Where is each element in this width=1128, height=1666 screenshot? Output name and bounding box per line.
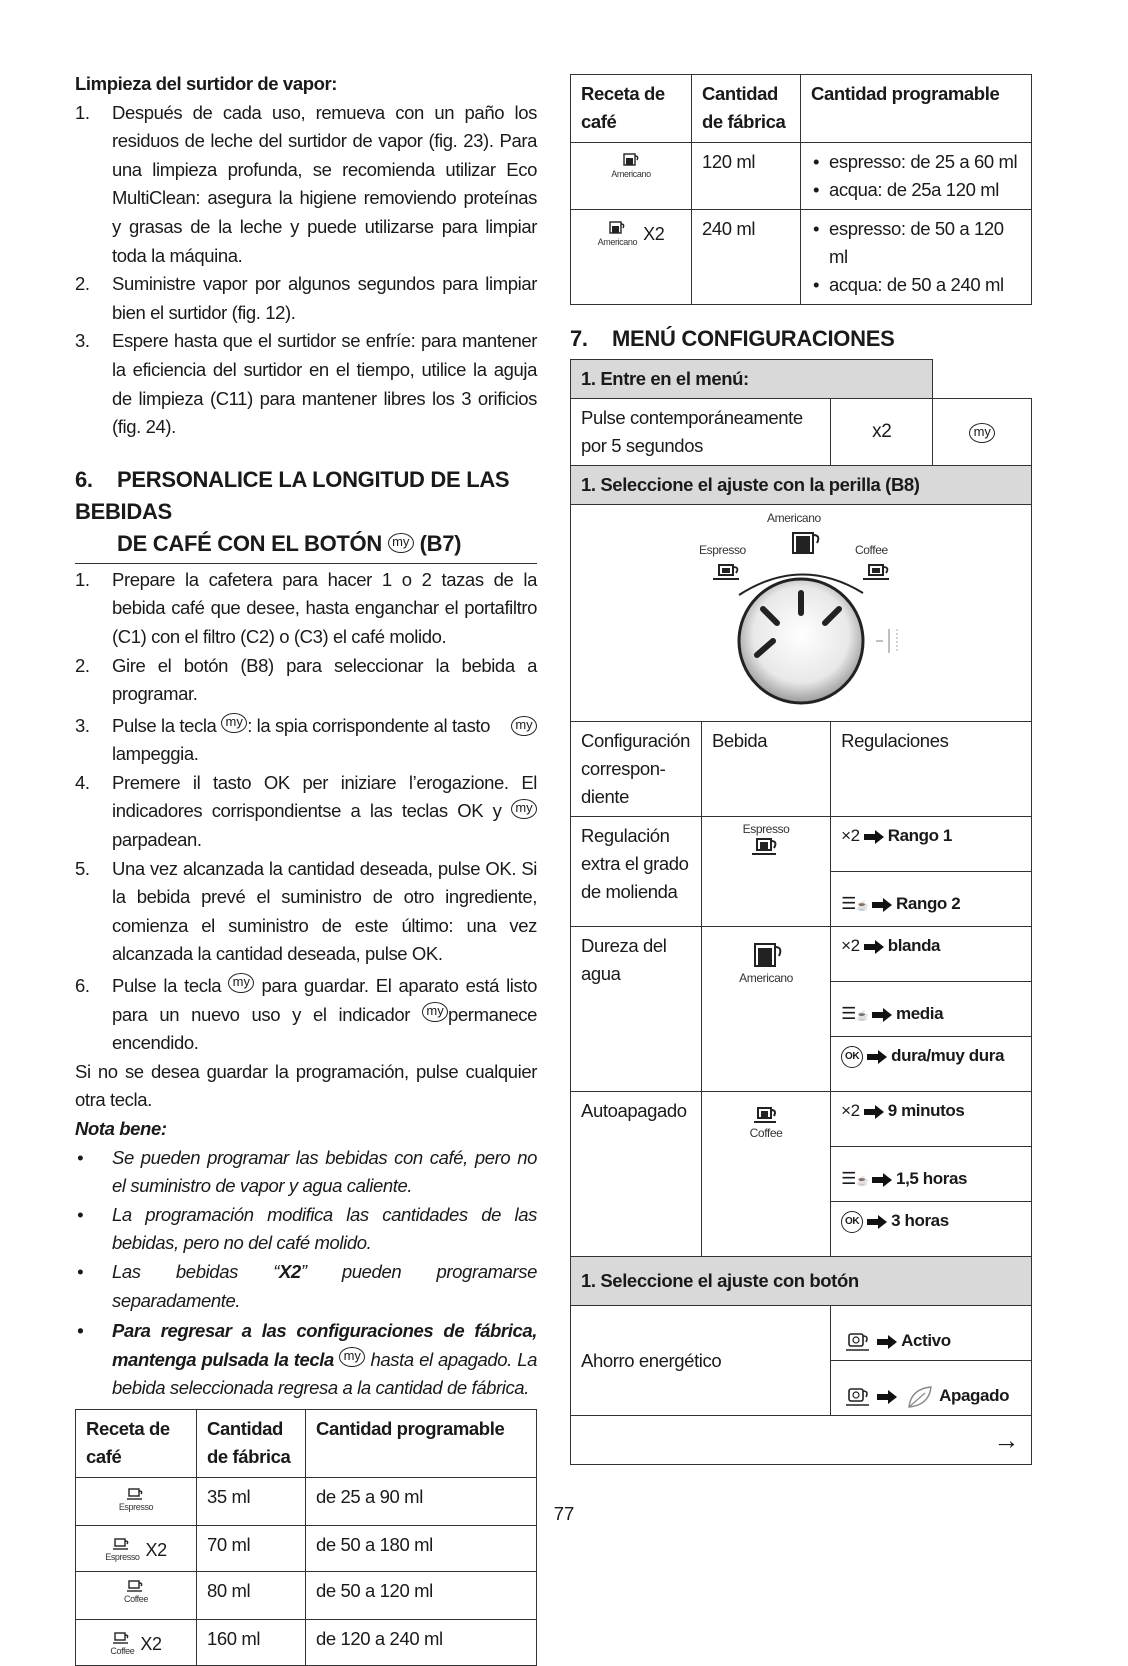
table-row: OK dura/muy dura (571, 1037, 1032, 1092)
list-item: • Se pueden programar las bebidas con café, pero no el suministro de vapor y agua caliente. (77, 1146, 537, 1197)
coffee-cup-icon: Coffee (86, 1580, 186, 1604)
arrow-right-icon (864, 940, 884, 954)
list-item: 5. Una vez alcanzada la cantidad deseada, pulse OK. Si la bebida prevé el suministro de otro ingrediente, comienza el suministro de este último: una vez alcanzada la cantidad deseada, pulse OK. (75, 857, 537, 965)
selector-knob-icon (571, 505, 1031, 721)
my-button-icon: my (511, 799, 537, 819)
list-item: 4. Premere il tasto OK per iniziare l’erogazione. El indicadores corrispondientse a las teclas OK y my parpadean. (75, 771, 537, 851)
list-item: 6. Pulse la tecla my para guardar. El aparato está listo para un nuevo uso y el indicador my permanece encendido. (75, 974, 537, 1054)
table-row: Coffee X2 160 ml de 120 a 240 ml (76, 1619, 537, 1665)
table-row: ☰☕ Rango 2 (571, 872, 1032, 927)
table-row: Dureza del agua Americano ×2 blanda (571, 927, 1032, 982)
column-header: Cantidad programable (801, 75, 1032, 143)
list-item (75, 99, 537, 271)
section-title-ref: (B7) (419, 530, 462, 556)
table-row: ☰☕ 1,5 horas (571, 1147, 1032, 1202)
espresso-cup-icon: Espresso (86, 1488, 186, 1512)
my-button-icon: my (511, 716, 537, 736)
arrow-right-icon (877, 1390, 897, 1404)
settings-menu-table (570, 359, 1032, 1465)
step-header: 1. Seleccione el ajuste con botón (571, 1257, 1032, 1306)
arrow-right-icon (872, 1173, 892, 1187)
americano-cup-icon: Americano (712, 941, 820, 985)
column-header: Cantidad de fábrica (692, 75, 801, 143)
espresso-cup-icon: Espresso (105, 1538, 139, 1562)
table-row: Autoapagado Coffee ×2 9 minutos (571, 1092, 1032, 1147)
column-header: Cantidad programable (306, 1409, 537, 1477)
coffee-cup-icon: Coffee (712, 1106, 820, 1140)
notes-list (75, 1144, 537, 1403)
list-item: 2. Gire el botón (B8) para seleccionar la bebida a programar. (75, 654, 537, 705)
ok-button-icon: OK (841, 1211, 863, 1233)
column-header: Receta de café (76, 1409, 197, 1477)
item-text: Espere hasta que el surtidor se enfríe: para mantener la eficiencia del surtidor en el tiempo, utilice la aguja de limpieza (C11) para mantener libres los 3 orificios (fig. 24). (112, 330, 537, 438)
arrow-right-icon (864, 830, 884, 844)
menu-lines-icon: ☰ (841, 1004, 856, 1023)
item-text: Suministre vapor por algunos segundos para limpiar bien el surtidor (fig. 12). (112, 273, 537, 323)
coffee-cup-icon: Coffee (110, 1632, 134, 1656)
espresso-cup-icon: Espresso (712, 822, 820, 858)
cleaning-title: Limpieza del surtidor de vapor: (75, 73, 338, 94)
my-button-icon: my (339, 1347, 365, 1367)
item-text: Después de cada uso, remueva con un paño los residuos de leche del surtidor de vapor (fig. 23). Para una limpieza profunda, se recomienda utilizar Eco MultiClean: asegura la higiene removiendo proteínas y grasas de la leche y puede utilizarse para limpiar toda la máquina. (112, 101, 537, 266)
column-header: Configuración correspon-diente (571, 722, 702, 817)
section-divider (75, 563, 537, 564)
table-row: Espresso 35 ml de 25 a 90 ml (76, 1477, 537, 1525)
arrow-right-icon (877, 1335, 897, 1349)
americano-table (570, 74, 1032, 305)
my-button-icon: my (221, 713, 247, 733)
list-item: • Las bebidas “X2” pueden programarse separadamente. (77, 1260, 537, 1311)
table-row: Apagado (571, 1361, 1032, 1416)
nota-title: Nota bene: (75, 1118, 167, 1139)
eco-leaf-icon (905, 1385, 935, 1409)
my-button-icon: my (422, 1002, 448, 1022)
item-number: 3. (75, 330, 90, 352)
page-number: 77 (553, 1503, 575, 1524)
column-header: Cantidad de fábrica (197, 1409, 306, 1477)
ok-button-icon: OK (841, 1046, 863, 1068)
times-two-label: x2 (831, 399, 933, 466)
arrow-right-icon (864, 1105, 884, 1119)
enter-menu-text: Pulse contemporáneamente por 5 segundos (571, 399, 831, 466)
arrow-right-icon (872, 898, 892, 912)
column-header: Bebida (701, 722, 830, 817)
right-column (570, 74, 1032, 1465)
table-row: Coffee 80 ml de 50 a 120 ml (76, 1571, 537, 1619)
power-cup-icon (845, 1331, 875, 1353)
left-column (75, 70, 537, 1666)
cleaning-list (75, 99, 537, 442)
my-button-icon: my (388, 533, 414, 553)
no-save-note: Si no se desea guardar la programación, pulse cualquier otra tecla. (75, 1060, 537, 1111)
step-header: 1. Seleccione el ajuste con la perilla (B8) (571, 466, 1032, 505)
section-7-title: 7. MENÚ CONFIGURACIONES (570, 326, 895, 351)
list-item: 3. Pulse la tecla my : la spia corrispondente al tasto my lampeggia. (75, 712, 537, 769)
knob-label-americano: Americano (767, 511, 821, 525)
steps-list (75, 566, 537, 1058)
knob-label-coffee: Coffee (855, 543, 888, 557)
list-item (75, 327, 537, 441)
power-cup-icon (845, 1386, 875, 1408)
arrow-right-icon (867, 1215, 887, 1229)
section-title-line2: DE CAFÉ CON EL BOTÓN (117, 530, 382, 556)
item-number: 1. (75, 101, 90, 123)
americano-cup-icon: Americano (581, 153, 681, 179)
arrow-right-icon (867, 1050, 887, 1064)
table-row: OK 3 horas (571, 1202, 1032, 1257)
table-row: Americano 120 ml • espresso: de 25 a 60 ml • acqua: de 25a 120 ml (571, 143, 1032, 210)
section-number: 6. (75, 466, 93, 492)
table-row: Ahorro energético Activo (571, 1306, 1032, 1361)
section-title-line1: PERSONALICE LA LONGITUD DE LAS BEBIDAS (75, 466, 510, 524)
menu-lines-icon: ☰ (841, 1169, 856, 1188)
americano-cup-icon: Americano (598, 221, 637, 247)
column-header: Regulaciones (831, 722, 1032, 817)
table-row: Americano X2 240 ml • espresso: de 50 a 120 ml • acqua: de 50 a 240 ml (571, 210, 1032, 305)
list-item: • La programación modifica las cantidades de las bebidas, pero no del café molido. (77, 1203, 537, 1254)
section-6-title (75, 464, 537, 560)
my-button-icon: my (228, 973, 254, 993)
table-row: Espresso X2 70 ml de 50 a 180 ml (76, 1525, 537, 1571)
table-row: Regulación extra el grado de molienda Espresso ×2 Rango 1 (571, 817, 1032, 872)
list-item: • Para regresar a las configuraciones de fábrica, mantenga pulsada la tecla my hasta el apagado. La bebida seleccionada regresa a la cantidad de fábrica. (77, 1320, 537, 1399)
list-item: 1. Prepare la cafetera para hacer 1 o 2 tazas de la bebida café que desee, hasta enganchar el portafiltro (C1) con el filtro (C2) o (C3) el café molido. (75, 568, 537, 647)
list-item (75, 270, 537, 327)
my-button-icon: my (969, 423, 995, 443)
knob-diagram (571, 505, 1032, 722)
item-number: 2. (75, 273, 90, 295)
table-row: ☰☕ media (571, 982, 1032, 1037)
arrow-right-icon (872, 1008, 892, 1022)
knob-label-espresso: Espresso (699, 543, 746, 557)
column-header: Receta de café (571, 75, 692, 143)
espresso-coffee-table (75, 1409, 537, 1666)
menu-lines-icon: ☰ (841, 894, 856, 913)
step-header: 1. Entre en el menú: (571, 360, 933, 399)
next-arrow-icon: → (571, 1416, 1032, 1465)
